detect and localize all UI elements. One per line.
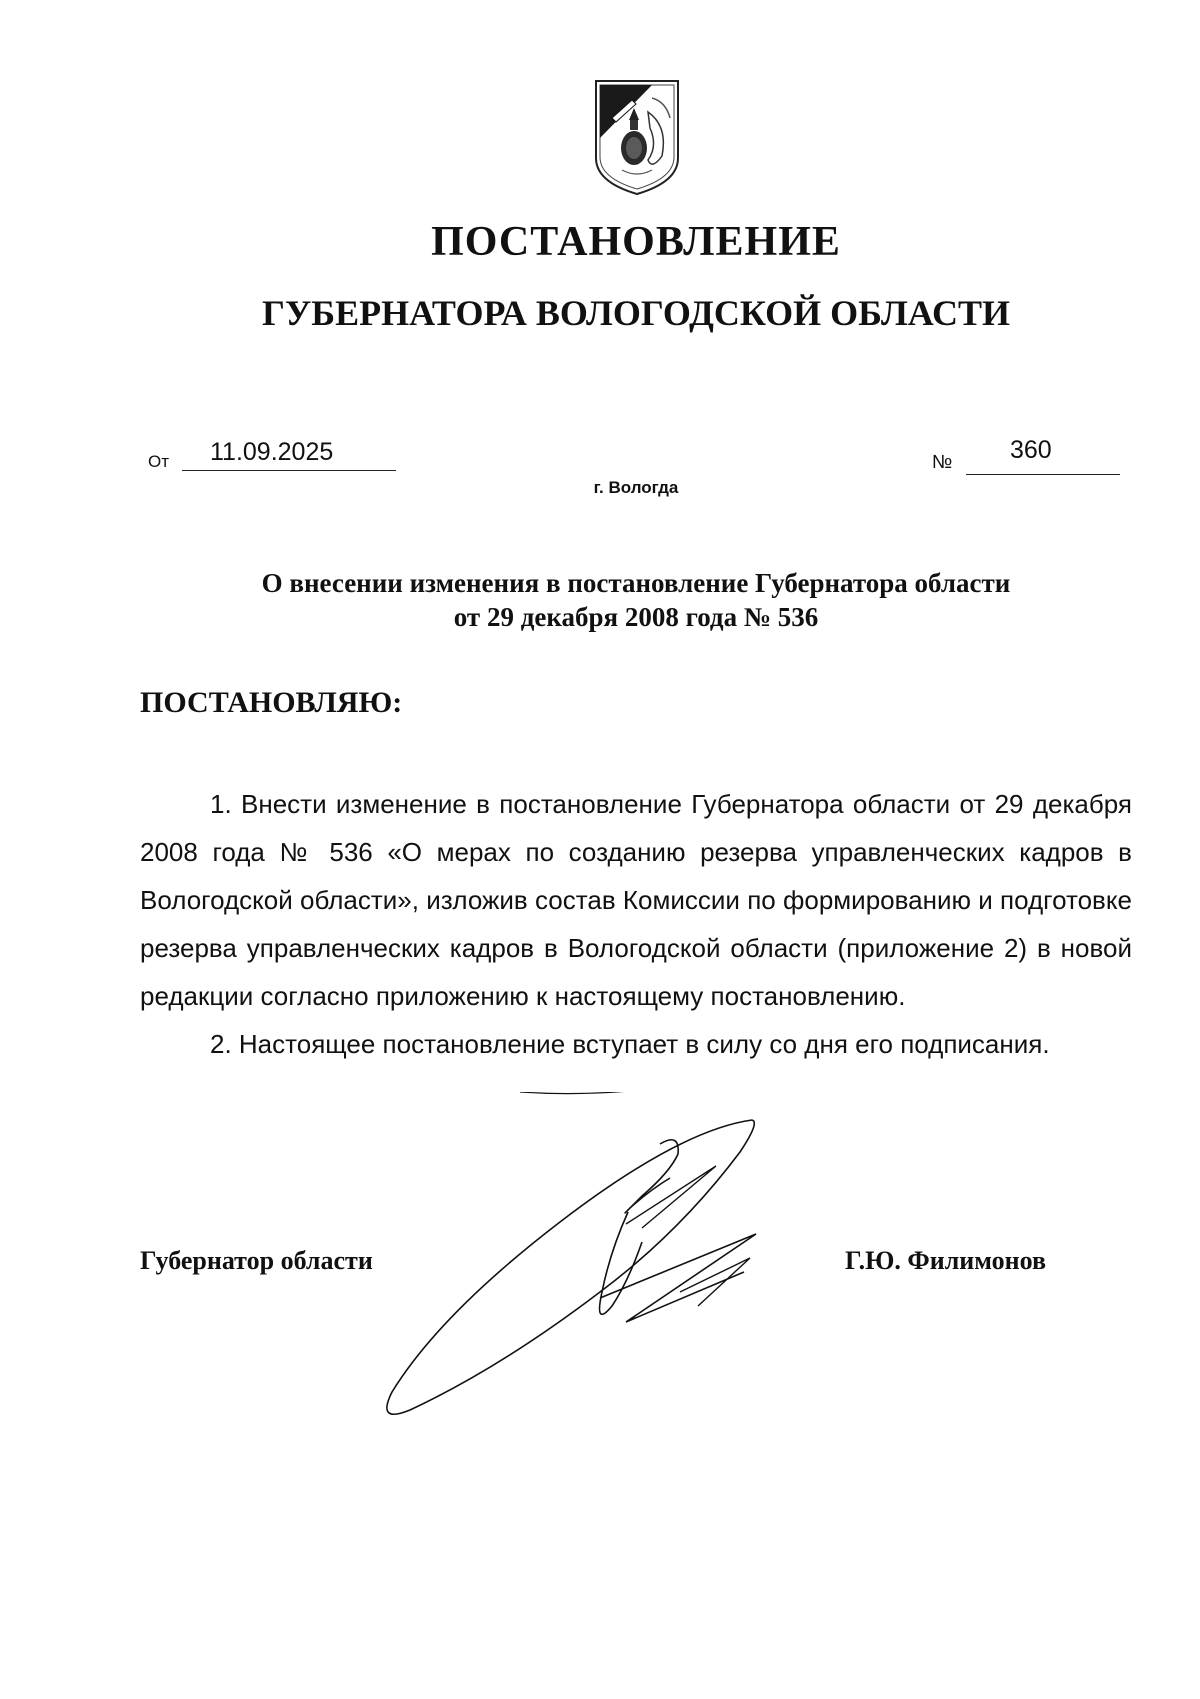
subject-line-2: от 29 декабря 2008 года № 536 bbox=[453, 602, 819, 632]
signer-role: Губернатор области bbox=[140, 1246, 373, 1275]
number-underline bbox=[966, 474, 1120, 475]
signer-name: Г.Ю. Филимонов bbox=[845, 1246, 1047, 1275]
paragraph-2: 2. Настоящее постановление вступает в силу со дня его подписания. bbox=[210, 1029, 1050, 1059]
coat-of-arms-icon bbox=[592, 78, 682, 196]
subject-line-1: О внесении изменения в постановление Губернатора области bbox=[261, 568, 1011, 598]
document-number: 360 bbox=[1010, 436, 1052, 464]
decree-heading: ПОСТАНОВЛЯЮ: bbox=[140, 686, 403, 719]
document-body bbox=[140, 780, 1132, 1068]
date-label: От bbox=[148, 452, 170, 471]
number-label: № bbox=[932, 452, 953, 473]
handwritten-signature bbox=[380, 1092, 800, 1432]
paragraph-1: 1. Внести изменение в постановление Губернатора области от 29 декабря 2008 года № 536 «О мерах по созданию резерва управленческих кадров в Вологодской области», изложив состав Комиссии по формированию и подготовке резерва управленческих кадров в Вологодской области (приложение 2) в новой редакции согласно приложению к настоящему постановлению. bbox=[140, 789, 1132, 1011]
date-underline bbox=[182, 470, 396, 471]
document-date: 11.09.2025 bbox=[210, 438, 334, 466]
document-issuer: ГУБЕРНАТОРА ВОЛОГОДСКОЙ ОБЛАСТИ bbox=[261, 293, 1011, 333]
document-title: ПОСТАНОВЛЕНИЕ bbox=[431, 219, 841, 265]
document-subject bbox=[0, 566, 1200, 634]
document-city: г. Вологда bbox=[593, 478, 679, 497]
